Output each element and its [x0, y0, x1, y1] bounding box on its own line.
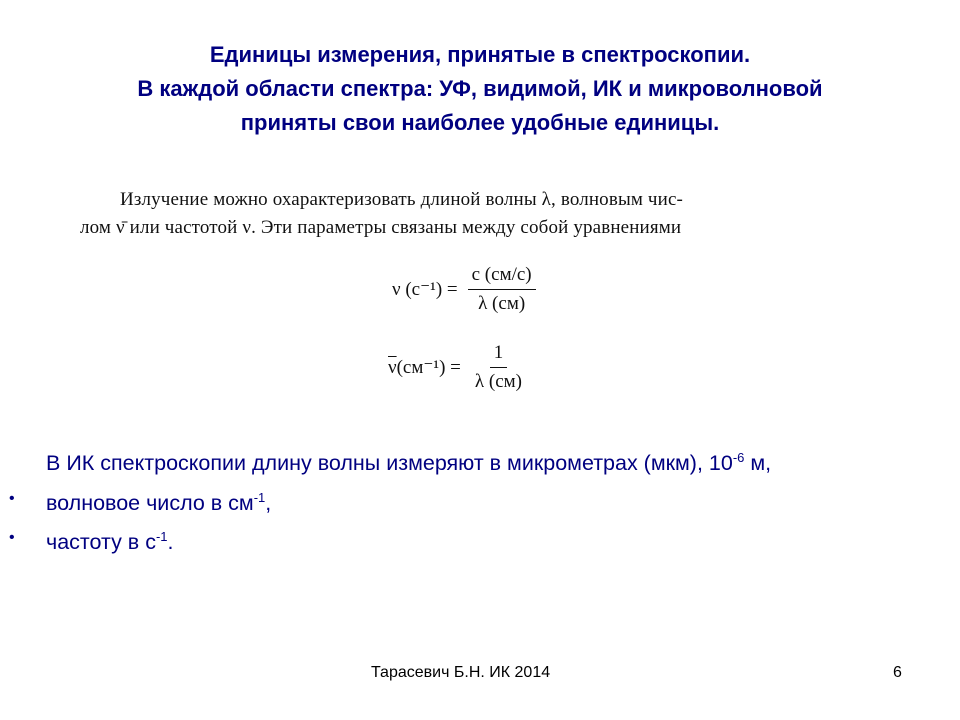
wavelength-exponent: -6 [732, 450, 745, 465]
frequency-formula-fraction [468, 264, 536, 315]
scanned-line-2: лом ν̄ или частотой ν. Эти параметры связаны между собой уравнениями [80, 217, 682, 238]
slide-number: 6 [893, 664, 902, 681]
wavenumber-formula-fraction [471, 342, 526, 393]
wavenumber-exponent: -1 [253, 490, 266, 505]
frequency-formula-denominator: λ (см) [478, 293, 526, 314]
title-line-2: В каждой области спектра: УФ, видимой, ИК и микроволновой [137, 76, 823, 101]
wavelength-unit: м, [744, 451, 772, 476]
bullet-icon: • [9, 490, 15, 507]
list-item-wavenumber [46, 490, 271, 516]
frequency-formula [392, 264, 536, 315]
frequency-punct: . [167, 530, 174, 555]
wavenumber-text: волновое число в см [46, 491, 254, 516]
wavenumber-punct: , [265, 491, 272, 516]
bullet-icon: • [9, 529, 15, 546]
title-line-1: Единицы измерения, принятые в спектроскопии. [209, 42, 751, 67]
wavenumber-symbol: $\overline{\nu}$ [388, 357, 397, 378]
slide-title [40, 38, 920, 140]
wavenumber-formula [388, 342, 526, 393]
footer-author: Тарасевич Б.Н. ИК 2014 [371, 664, 551, 681]
frequency-formula-lhs: ν (с⁻¹) = [392, 279, 458, 300]
wavenumber-formula-numerator: 1 [490, 342, 508, 368]
wavenumber-formula-denominator: λ (см) [474, 371, 522, 392]
title-line-3: приняты свои наиболее удобные единицы. [240, 110, 720, 135]
scanned-paragraph [80, 186, 880, 242]
scanned-line-1: Излучение можно охарактеризовать длиной волны λ, волновым чис- [120, 189, 684, 210]
frequency-exponent: -1 [155, 529, 168, 544]
frequency-formula-numerator: c (см/с) [468, 264, 536, 290]
wavenumber-formula-lhs [388, 356, 461, 379]
list-line-wavelength [46, 450, 771, 476]
wavenumber-units: (см⁻¹) = [396, 357, 461, 378]
wavelength-text: В ИК спектроскопии длину волны измеряют в микрометрах (мкм), 10 [46, 451, 733, 476]
frequency-text: частоту в с [46, 530, 156, 555]
list-item-frequency [46, 529, 174, 555]
